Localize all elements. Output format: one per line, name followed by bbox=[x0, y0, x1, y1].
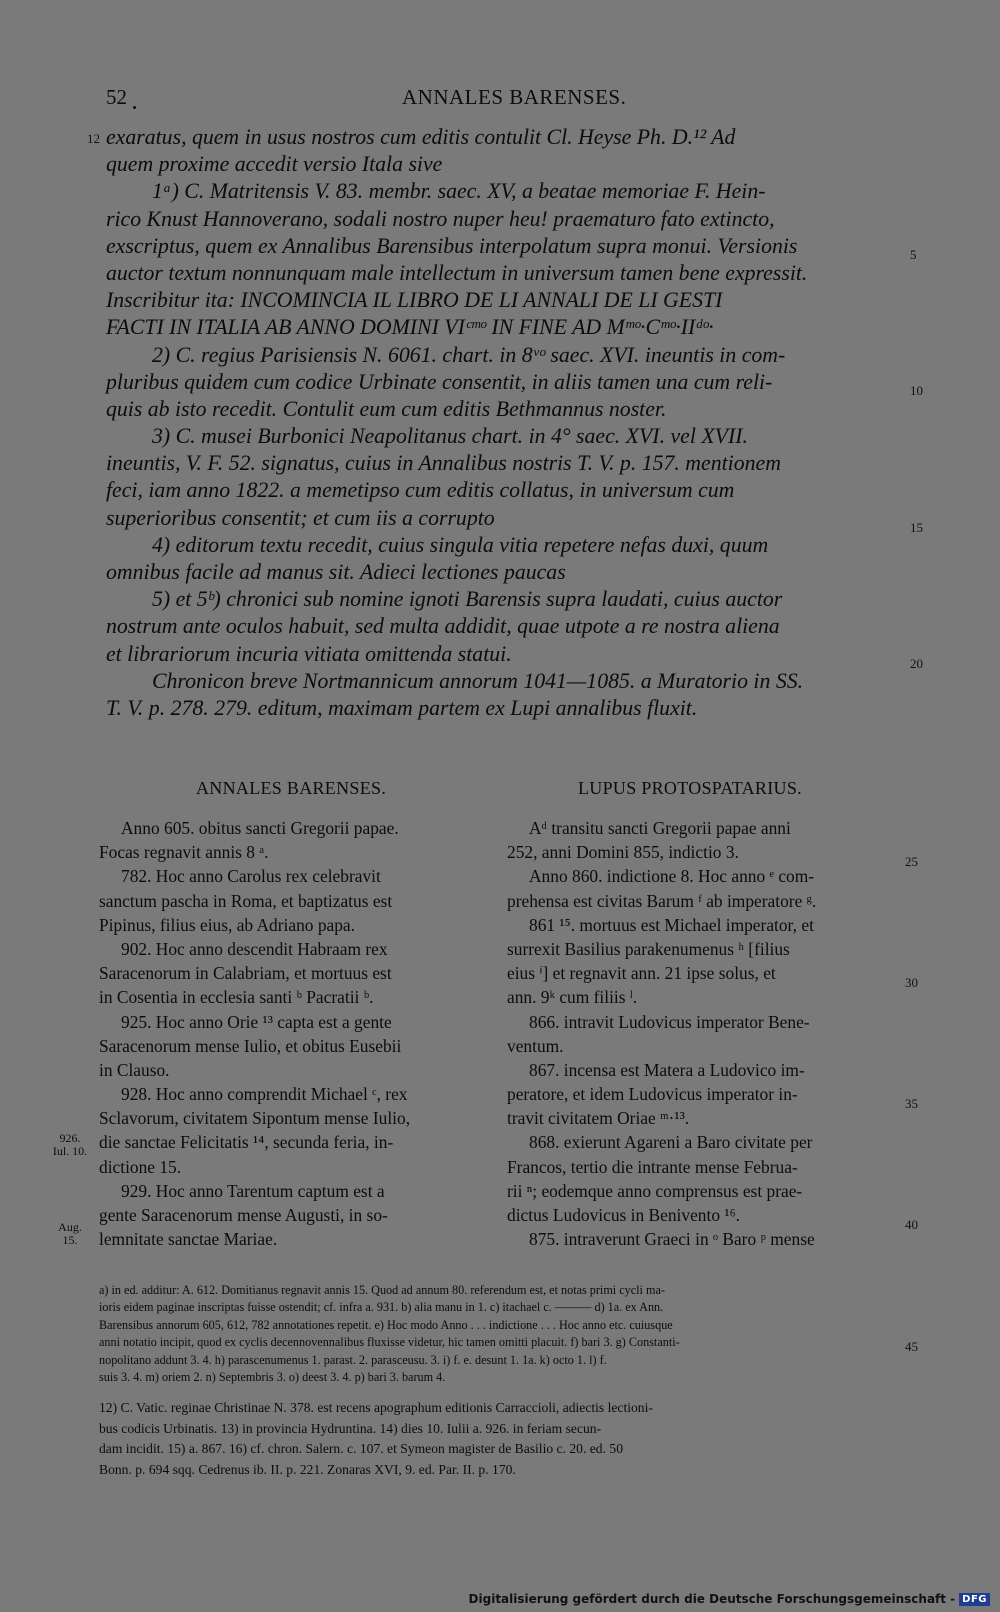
credit-text: Digitalisierung gefördert durch die Deutsche Forschungsgemeinschaft - bbox=[468, 1592, 956, 1606]
footnote-line: 12) C. Vatic. reginae Christinae N. 378. est recens apographum editionis Carraccioli, adiectis lectioni- bbox=[99, 1400, 653, 1415]
intro-line: ineuntis, V. F. 52. signatus, cuius in Annalibus nostris T. V. p. 157. mentionem bbox=[106, 451, 781, 476]
right-column-line: Aᵈ transitu sancti Gregorii papae anni bbox=[529, 818, 791, 838]
right-column bbox=[507, 816, 897, 1251]
right-column-line: 252, anni Domini 855, indictio 3. bbox=[507, 842, 739, 863]
right-column-line: ann. 9ᵏ cum filiis ˡ. bbox=[507, 987, 638, 1008]
right-column-line: dictus Ludovicus in Benivento ¹⁶. bbox=[507, 1205, 740, 1225]
left-column-line: in Cosentia in ecclesia santi ᵇ Pacratii ᵇ. bbox=[99, 987, 374, 1008]
footnote-line: dam incidit. 15) a. 867. 16) cf. chron. Salern. c. 107. et Symeon magister de Basilio c. 20. ed. 50 bbox=[99, 1441, 623, 1457]
intro-line: 1ᵃ) C. Matritensis V. 83. membr. saec. XV, a beatae memoriae F. Hein- bbox=[152, 179, 766, 204]
apparatus-line: anni notatio incipit, quod ex cyclis decennovennalibus fluxisse videtur, hic tamen omitti placuit. f) bari 3. g) Constanti- bbox=[99, 1335, 680, 1350]
line-number: 20 bbox=[910, 656, 923, 671]
left-column-line: in Clauso. bbox=[99, 1059, 170, 1080]
left-column-line: Focas regnavit annis 8 ᵃ. bbox=[99, 842, 269, 863]
margin-note-line: 15. bbox=[62, 1233, 78, 1247]
right-column-line: travit civitatem Oriae ᵐ·¹³. bbox=[507, 1108, 690, 1129]
intro-text bbox=[106, 124, 902, 722]
right-column-line: peratore, et idem Ludovicus imperator in- bbox=[507, 1084, 798, 1105]
right-column-line: Francos, tertio die intrante mense Februa- bbox=[507, 1156, 798, 1177]
left-column-line: dictione 15. bbox=[99, 1156, 182, 1177]
intro-line: T. V. p. 278. 279. editum, maximam partem ex Lupi annalibus fluxit. bbox=[106, 695, 698, 720]
left-column-line: Saracenorum in Calabriam, et mortuus est bbox=[99, 963, 392, 984]
running-title: ANNALES BARENSES. bbox=[402, 85, 627, 109]
right-column-line: 867. incensa est Matera a Ludovico im- bbox=[529, 1059, 805, 1080]
right-column-line: 866. intravit Ludovicus imperator Bene- bbox=[529, 1011, 810, 1032]
page-number: 52 bbox=[106, 85, 127, 109]
right-column-line: 868. exierunt Agareni a Baro civitate per bbox=[529, 1132, 813, 1153]
intro-line: superioribus consentit; et cum iis a corrupto bbox=[106, 505, 495, 530]
line-number: 35 bbox=[905, 1096, 918, 1111]
left-column-line: gente Saracenorum mense Augusti, in so- bbox=[99, 1205, 388, 1225]
intro-line: quis ab isto recedit. Contulit eum cum editis Bethmannus noster. bbox=[106, 396, 667, 421]
right-column-line: ventum. bbox=[507, 1035, 564, 1056]
margin-date-note bbox=[50, 1132, 90, 1158]
intro-line: 3) C. musei Burbonici Neapolitanus chart. in 4° saec. XVI. vel XVII. bbox=[152, 424, 748, 449]
intro-line: 5) et 5ᵇ) chronici sub nomine ignoti Barensis supra laudati, cuius auctor bbox=[152, 587, 783, 612]
intro-line: feci, iam anno 1822. a memetipso cum editis collatus, in universum cum bbox=[106, 478, 735, 503]
line-number: 45 bbox=[905, 1339, 918, 1354]
right-column-line: prehensa est civitas Barum ᶠ ab imperatore ᵍ. bbox=[507, 890, 817, 911]
left-column-line: sanctum pascha in Roma, et baptizatus est bbox=[99, 890, 393, 911]
line-number: 15 bbox=[910, 520, 923, 535]
intro-line: Inscribitur ita: INCOMINCIA IL LIBRO DE LI ANNALI DE LI GESTI bbox=[106, 288, 723, 313]
left-column-line: 925. Hoc anno Orie ¹³ capta est a gente bbox=[121, 1011, 392, 1032]
footnote-line: Bonn. p. 694 sqq. Cedrenus ib. II. p. 221. Zonaras XVI, 9. ed. Par. II. p. 170. bbox=[99, 1461, 516, 1477]
apparatus-line: Barensibus annorum 605, 612, 782 annotationes repetit. e) Hoc modo Anno . . . indictione . . . Hoc anno etc. cuiusque bbox=[99, 1317, 673, 1332]
apparatus-line: suis 3. 4. m) oriem 2. n) Septembris 3. o) deest 3. 4. p) bari 3. barum 4. bbox=[99, 1369, 446, 1384]
intro-line: et librariorum incuria vitiata omittenda statui. bbox=[106, 641, 512, 666]
apparatus-line: nopolitano addunt 3. 4. h) parascenumenus 1. parast. 2. parasceusu. 3. i) f. e. desunt 1. 1a. k) octo 1. l) f. bbox=[99, 1352, 607, 1367]
intro-left-line-number: 12 bbox=[87, 131, 100, 146]
left-column-line: die sanctae Felicitatis ¹⁴, secunda feria, in- bbox=[99, 1132, 394, 1153]
intro-line: auctor textum nonnunquam male intellectum in universum tamen bene expressit. bbox=[106, 260, 808, 285]
apparatus-line: a) in ed. additur: A. 612. Domitianus regnavit annis 15. Quod ad annum 80. referendum est, et notas primi cycli ma- bbox=[99, 1283, 665, 1297]
margin-date-note bbox=[50, 1221, 90, 1247]
intro-line: exscriptus, quem ex Annalibus Barensibus interpolatum supra monui. Versionis bbox=[106, 233, 798, 258]
right-column-line: rii ⁿ; eodemque anno comprensus est prae- bbox=[507, 1180, 803, 1201]
intro-line: quem proxime accedit versio Itala sive bbox=[106, 152, 443, 177]
right-column-line: 875. intraverunt Graeci in ᵒ Baro ᵖ mense bbox=[529, 1229, 815, 1250]
intro-line: nostrum ante oculos habuit, sed multa addidit, quae utpote a re nostra aliena bbox=[106, 614, 780, 639]
right-column-heading: LUPUS PROTOSPATARIUS. bbox=[578, 778, 802, 798]
intro-line: FACTI IN ITALIA AB ANNO DOMINI VIᶜᵐᵒ IN FINE AD Mᵐᵒ·Cᵐᵒ·IIᵈᵒ· bbox=[106, 315, 714, 340]
left-column-line: 928. Hoc anno comprendit Michael ᶜ, rex bbox=[121, 1084, 408, 1105]
left-column-line: Anno 605. obitus sancti Gregorii papae. bbox=[121, 818, 399, 838]
intro-line: rico Knust Hannoverano, sodali nostro nuper heu! praematuro fato extincto, bbox=[106, 206, 775, 231]
footnote-line: bus codicis Urbinatis. 13) in provincia Hydruntina. 14) dies 10. Iulii a. 926. in feriam secun- bbox=[99, 1420, 602, 1436]
right-column-line: eius ⁱ] et regnavit ann. 21 ipse solus, et bbox=[507, 963, 776, 984]
header-dot bbox=[133, 106, 136, 109]
right-column-line: surrexit Basilius parakenumenus ʰ [filius bbox=[507, 938, 790, 959]
line-number: 5 bbox=[910, 247, 917, 262]
left-column-line: Saracenorum mense Iulio, et obitus Eusebii bbox=[99, 1035, 402, 1056]
left-column-heading: ANNALES BARENSES. bbox=[196, 778, 387, 798]
right-column-line: Anno 860. indictione 8. Hoc anno ᵉ com- bbox=[529, 866, 815, 887]
right-column-line: 861 ¹⁵. mortuus est Michael imperator, et bbox=[529, 914, 814, 935]
left-column bbox=[99, 816, 491, 1251]
intro-line: exaratus, quem in usus nostros cum editis contulit Cl. Heyse Ph. D.¹² Ad bbox=[106, 125, 736, 149]
digitization-credit bbox=[469, 1592, 990, 1606]
intro-line: omnibus facile ad manus sit. Adieci lectiones paucas bbox=[106, 560, 566, 584]
numbered-footnotes bbox=[99, 1398, 899, 1480]
intro-line: Chronicon breve Nortmannicum annorum 1041—1085. a Muratorio in SS. bbox=[152, 668, 804, 693]
intro-line: pluribus quidem cum codice Urbinate consentit, in aliis tamen una cum reli- bbox=[106, 369, 773, 394]
intro-line: 2) C. regius Parisiensis N. 6061. chart. in 8ᵛᵒ saec. XVI. ineuntis in com- bbox=[152, 342, 786, 367]
left-column-line: Pipinus, filius eius, ab Adriano papa. bbox=[99, 914, 356, 935]
line-number: 10 bbox=[910, 383, 923, 398]
left-column-line: 782. Hoc anno Carolus rex celebravit bbox=[121, 866, 381, 887]
line-number: 40 bbox=[905, 1217, 918, 1232]
margin-note-line: Iul. 10. bbox=[52, 1144, 88, 1158]
dfg-logo: DFG bbox=[959, 1593, 990, 1606]
margin-note-line: 926. bbox=[59, 1131, 81, 1145]
left-column-line: Sclavorum, civitatem Sipontum mense Iulio, bbox=[99, 1108, 411, 1129]
left-column-line: lemnitate sanctae Mariae. bbox=[99, 1229, 278, 1250]
left-column-line: 929. Hoc anno Tarentum captum est a bbox=[121, 1180, 385, 1201]
apparatus-line: ioris eidem paginae inscriptas fuisse ostendit; cf. infra a. 931. b) alia manu in 1. c) itachael c. ——— d) 1a. ex Ann. bbox=[99, 1300, 664, 1315]
margin-note-line: Aug. bbox=[58, 1220, 82, 1234]
left-column-line: 902. Hoc anno descendit Habraam rex bbox=[121, 938, 388, 959]
apparatus-footnotes bbox=[99, 1282, 899, 1386]
intro-line: 4) editorum textu recedit, cuius singula vitia repetere nefas duxi, quum bbox=[152, 532, 769, 557]
line-number: 30 bbox=[905, 975, 918, 990]
line-number: 25 bbox=[905, 854, 918, 869]
